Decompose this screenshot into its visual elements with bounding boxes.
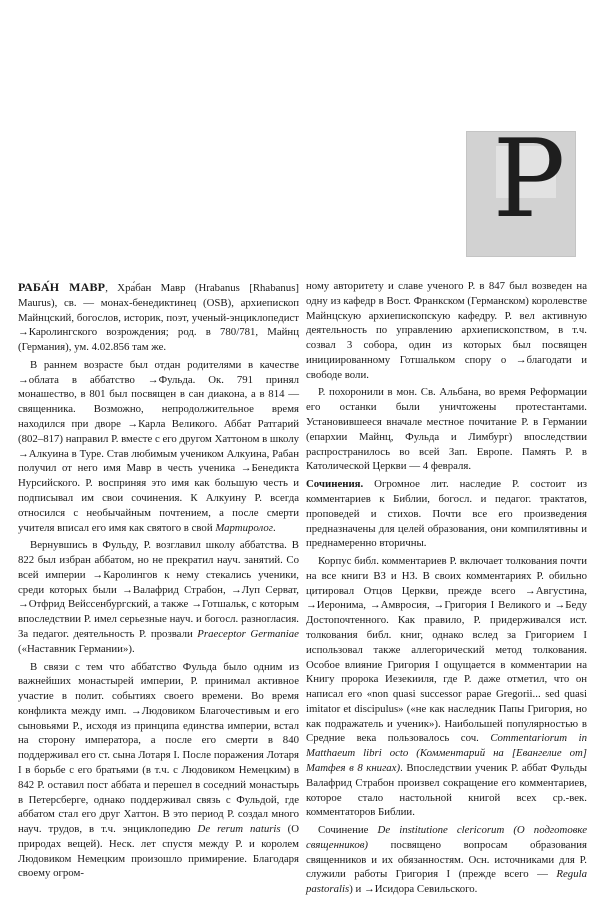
- biography-paragraph: [18, 358, 299, 535]
- paragraph-text: В связи с тем что аббатство Фульда было одним из важнейших монастырей империи, Р. принимал активное участие в полит. событиях своего времени. Во время конфликта между имп. →Людовиком Благочестивым и его сыновьями Р., исходя из принципа единства империи, встал на сторону императора, а после его смерти в 840 поддерживал его ст. сына Лотаря I. После поражения Лотаря I в борьбе с его братьями (в т.ч. с Людовиком Немецким) в 842 Р. оставил пост аббата и перешел в соседний монастырь в Петерсберге, однако поддерживал связь с Фульдой, где аббатом стал его друг Хаттон. В это период Р. создал много науч. трудов, в т.ч. энциклопедию: [18, 660, 299, 836]
- right-column: [306, 279, 587, 896]
- paragraph-italic-term: Praeceptor Germaniae: [197, 627, 299, 640]
- commentaries-paragraph: [306, 554, 587, 820]
- paragraph-text: Огромное лит. наследие Р. состоит из комментариев к Библии, богосл. и педагог. трактатов, проповедей и стихов. Почти все его произведения предназначены для целей образования, они компилятивны и преднамеренно вторичны.: [306, 478, 587, 550]
- paragraph-text: Корпус библ. комментариев Р. включает толкования почти на все книги ВЗ и НЗ. В своих комментариях Р. обильно цитировал Отцов Церкви, прежде всего →Августина, →Иеронима, →Амвросия, →Григория I Великого и →Беду Достопочтенного. Как правило, Р. придерживался ист. толкования библ. книг, однако вслед за Григорием I использовал также аллегорический метод толкования. Особое влияние Григория I ощущается в комментарии на Книгу пророка Иезекииля, где Р. даже отметил, что он написал его «non quasi successor papae Gregorii... sed quasi imitator et discipulus» («не как наследник Папы Григория, но как подражатель и ученик»). Наибольшей популярностью в Средние века пользовалось соч.: [306, 555, 587, 745]
- paragraph-text: .: [272, 521, 276, 534]
- paragraph-text: ) и →Исидора Севильского.: [349, 883, 478, 896]
- burial-paragraph: [306, 385, 587, 474]
- section-letter: Р: [492, 117, 566, 242]
- paragraph-italic-term: De institutione clericorum (О подготовке священников): [306, 824, 587, 851]
- paragraph-italic-term: Regula pastoralis: [306, 868, 587, 896]
- works-paragraph: [306, 477, 587, 551]
- paragraph-text: Р. похоронили в мон. Св. Альбана, во время Реформации его останки были уничтожены протестантами. Установившееся вначале местное почитание Р. в Германии (епархии Майнц, Фульда и Лимбург) впоследствии распространилось во всей Зап. Европе. Память Р. в Католической Церкви — 4 февраля.: [306, 386, 587, 473]
- paragraph-text: Вернувшись в Фульду, Р. возглавил школу аббатства. В 822 был избран аббатом, но не прекратил науч. занятий. Со всей империи →Каролингов к нему стекались ученики, среди которых были →Валафрид Страбон, →Луп Серват, →Отфрид Вейссенбургский, а также →Готшальк, с которым впоследствии Р. имел серьезные науч. и богосл. разногласия. За педагог. деятельность Р. прозвали: [18, 539, 299, 640]
- paragraph-italic-term: Commentariorum in Matthaeum libri octo (Комментарий на [Евангелие от] Матфея в 8 книгах): [306, 732, 587, 774]
- works-heading: Сочинения.: [306, 478, 364, 491]
- institution-paragraph: [306, 823, 587, 897]
- paragraph-text: В раннем возрасте был отдан родителями в качестве →облата в аббатство →Фульда. Ок. 791 принял монашество, в 801 был посвящен в сан диакона, а в 814 — священника. Возможно, непродолжительное время находился при дворе →Карла Великого. Аббат Ратгарий (802–817) направил Р. вместе с его другом Хаттоном в школу →Алкуина в Туре. Став любимым учеником Алкуина, Рабан получил от него имя Мавр в честь ученика →Бенедикта Нурсийского. Р. восприняя это имя как большую честь и подписывал им свои сочинения. К Алкуину Р. всегда относился с необычайным почтением, а после смерти учителя вписал его имя как святого в свой: [18, 358, 299, 534]
- paragraph-text: . Впоследствии ученик Р. аббат Фульды Валафрид Страбон произвел сокращение его комментариев, которое стало настольной книгой всех ср.-век. комментаторов Библии.: [306, 762, 587, 819]
- biography-paragraph: [18, 660, 299, 882]
- paragraph-text: Сочинение: [318, 824, 378, 837]
- paragraph-italic-term: De rerum naturis: [197, 823, 281, 836]
- paragraph-text: ному авторитету и славе ученого Р. в 847 был возведен на одну из кафедр в Вост. Франкском (Германском) королевстве Майнцскую архиепископскую кафедру. Р. вел активную деятельность по управлению архиепископством, в т.ч. созвал 3 собора, один из которых был посвящен инициированному Готшальком спору о →благодати и свободе воли.: [306, 280, 587, 381]
- paragraph-italic-term: Мартиролог: [215, 521, 273, 534]
- biography-paragraph: [18, 538, 299, 656]
- paragraph-text: (О природах вещей). Неск. лет спустя между Р. и королем Людовиком Немецким произошло примирение. Благодаря своему огром-: [18, 823, 300, 880]
- paragraph-text: посвящено вопросам образования священников и их обязанностям. Осн. источниками для Р. служили работы Григория I (прежде всего —: [306, 838, 587, 881]
- continuation-paragraph: [306, 279, 587, 382]
- entry-intro: [18, 279, 299, 355]
- entry-title: РАБА́Н МАВР: [18, 280, 106, 294]
- paragraph-text: («Наставник Германии»).: [18, 642, 135, 655]
- left-column: [18, 279, 300, 880]
- entry-intro-text: , Хра́бан Мавр (Hrabanus [Rhabanus] Maurus), св. — монах-бенедиктинец (OSB), архиепископ Майнцский, богослов, историк, поэт, ученый-энциклопедист →Каролингского возрождения; род. в 780/781, Майнц (Германия), ум. 4.02.856 там же.: [18, 282, 299, 354]
